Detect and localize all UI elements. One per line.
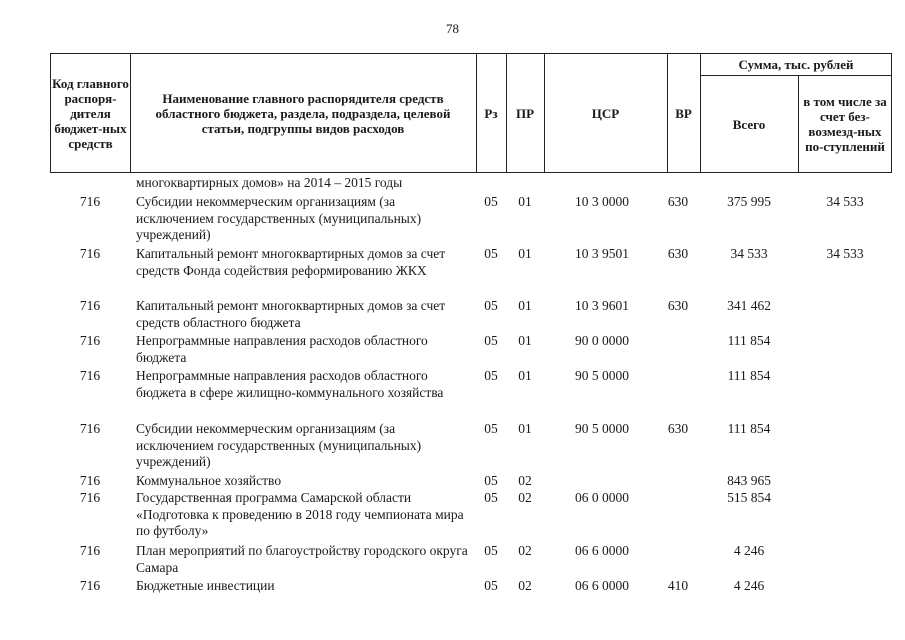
cell-pr: 01 xyxy=(518,421,532,436)
cell-rz: 05 xyxy=(484,298,498,313)
cell-total: 111 854 xyxy=(727,368,771,383)
cell-pr: 02 xyxy=(518,490,532,505)
header-csr: ЦСР xyxy=(591,105,620,121)
cell-name: Субсидии некоммерческим организациям (за исключением государственных (муниципальных) учреждений) xyxy=(136,421,422,469)
cell-vr: 630 xyxy=(667,298,689,313)
cell-vr: 630 xyxy=(667,194,689,209)
col-divider xyxy=(50,53,51,173)
cell-total: 4 246 xyxy=(733,578,765,593)
cell-rz: 05 xyxy=(484,578,498,593)
cell-name: Капитальный ремонт многоквартирных домов за счет средств областного бюджета xyxy=(136,298,446,330)
cell-code: 716 xyxy=(79,490,101,505)
cell-name: План мероприятий по благоустройству городского округа Самара xyxy=(136,543,468,575)
cell-name: Непрограммные направления расходов областного бюджета в сфере жилищно-коммунального хозяйства xyxy=(136,368,444,400)
header-grant: в том числе за счет без-возмезд-ных по-ступлений xyxy=(803,94,887,154)
cell-name: Бюджетные инвестиции xyxy=(136,578,275,593)
col-divider xyxy=(130,53,131,173)
cell-vr: 630 xyxy=(667,246,689,261)
cell-rz: 05 xyxy=(484,368,498,383)
cell-pr: 01 xyxy=(518,333,532,348)
cell-name: Субсидии некоммерческим организациям (за исключением государственных (муниципальных) учреждений) xyxy=(136,194,422,242)
cell-pr: 01 xyxy=(518,298,532,313)
header-name: Наименование главного распорядителя средств областного бюджета, раздела, подраздела, целевой статьи, подгруппы видов расходов xyxy=(155,90,451,136)
cell-name: Государственная программа Самарской области «Подготовка к проведению в 2018 году чемпионата мира по футболу» xyxy=(136,490,464,538)
cell-code: 716 xyxy=(79,298,101,313)
cell-csr: 90 5 0000 xyxy=(575,368,629,383)
header-vr: ВР xyxy=(675,105,692,121)
header-pr: ПР xyxy=(515,105,535,121)
cell-rz: 05 xyxy=(484,333,498,348)
cell-name: многоквартирных домов» на 2014 – 2015 годы xyxy=(136,175,403,190)
cell-code: 716 xyxy=(79,578,101,593)
col-divider xyxy=(798,75,799,173)
cell-name: Коммунальное хозяйство xyxy=(136,473,282,488)
cell-total: 341 462 xyxy=(727,298,771,313)
cell-code: 716 xyxy=(79,543,101,558)
cell-rz: 05 xyxy=(484,473,498,488)
cell-csr: 10 3 0000 xyxy=(575,194,629,209)
cell-total: 34 533 xyxy=(730,246,768,261)
cell-total: 375 995 xyxy=(727,194,771,209)
cell-total: 111 854 xyxy=(727,421,771,436)
cell-pr: 01 xyxy=(518,194,532,209)
cell-total: 4 246 xyxy=(733,543,765,558)
cell-pr: 02 xyxy=(518,473,532,488)
cell-total: 843 965 xyxy=(727,473,771,488)
cell-name: Непрограммные направления расходов областного бюджета xyxy=(136,333,428,365)
cell-code: 716 xyxy=(79,473,101,488)
cell-pr: 02 xyxy=(518,578,532,593)
cell-grant: 34 533 xyxy=(826,194,864,209)
cell-csr: 06 0 0000 xyxy=(575,490,629,505)
cell-csr: 90 0 0000 xyxy=(575,333,629,348)
cell-grant: 34 533 xyxy=(826,246,864,261)
cell-name: Капитальный ремонт многоквартирных домов за счет средств Фонда содействия реформированию ЖКХ xyxy=(136,246,446,278)
cell-total: 515 854 xyxy=(727,490,771,505)
header-rz: Рз xyxy=(484,105,498,121)
cell-total: 111 854 xyxy=(727,333,771,348)
cell-code: 716 xyxy=(79,368,101,383)
cell-code: 716 xyxy=(79,194,101,209)
cell-rz: 05 xyxy=(484,421,498,436)
cell-code: 716 xyxy=(79,421,101,436)
cell-vr: 410 xyxy=(667,578,689,593)
cell-csr: 10 3 9501 xyxy=(575,246,629,261)
cell-pr: 02 xyxy=(518,543,532,558)
header-total: Всего xyxy=(732,116,766,132)
cell-csr: 06 6 0000 xyxy=(575,578,629,593)
header-code: Код главного распоря-дителя бюджет-ных средств xyxy=(52,75,129,151)
cell-rz: 05 xyxy=(484,490,498,505)
cell-pr: 01 xyxy=(518,246,532,261)
cell-csr: 90 5 0000 xyxy=(575,421,629,436)
cell-rz: 05 xyxy=(484,543,498,558)
cell-rz: 05 xyxy=(484,194,498,209)
cell-code: 716 xyxy=(79,333,101,348)
cell-pr: 01 xyxy=(518,368,532,383)
header-sum: Сумма, тыс. рублей xyxy=(738,56,854,72)
cell-csr: 10 3 9601 xyxy=(575,298,629,313)
cell-rz: 05 xyxy=(484,246,498,261)
cell-vr: 630 xyxy=(667,421,689,436)
page-number: 78 xyxy=(446,21,459,36)
table-header xyxy=(50,53,892,173)
cell-code: 716 xyxy=(79,246,101,261)
cell-csr: 06 6 0000 xyxy=(575,543,629,558)
